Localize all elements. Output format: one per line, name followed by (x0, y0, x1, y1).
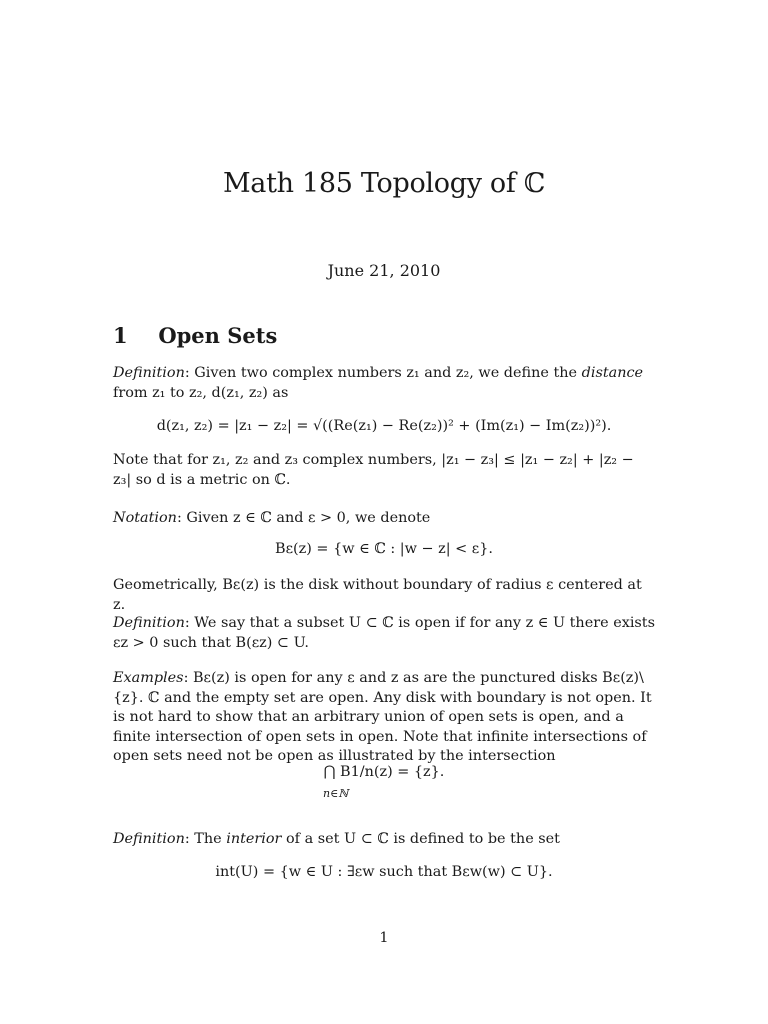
definition-text: : The (184, 831, 222, 847)
definition-label: Definition (113, 831, 185, 847)
section-heading (113, 323, 277, 348)
document-date: June 21, 2010 (327, 261, 441, 280)
intersection-index: n∈ℕ (323, 787, 349, 800)
definition-distance (113, 364, 656, 403)
definition-text: : Given two complex numbers z₁ and z₂, we define the (184, 365, 578, 381)
notation-text: : Given z ∈ ℂ and ε > 0, we denote (176, 510, 431, 526)
section-title: Open Sets (158, 323, 278, 348)
section-number: 1 (113, 323, 128, 348)
examples (113, 669, 656, 767)
notation-label: Notation (113, 510, 177, 526)
paragraph-metric: Note that for z₁, z₂ and z₃ complex numbers, |z₁ − z₃| ≤ |z₁ − z₂| + |z₂ − z₃| so d is a metric on ℂ. (113, 452, 634, 488)
definition-term: interior (226, 831, 282, 847)
definition-text: from z₁ to z₂, d(z₁, z₂) as (113, 384, 289, 401)
page-number: 1 (379, 930, 389, 946)
document-title: Math 185 Topology of ℂ (222, 168, 546, 199)
definition-term: distance (581, 365, 644, 381)
definition-label: Definition (113, 615, 185, 631)
notation (113, 509, 656, 529)
definition-interior (113, 830, 656, 850)
definition-text: of a set U ⊂ ℂ is defined to be the set (286, 831, 560, 847)
examples-label: Examples (113, 670, 184, 686)
definition-open (113, 614, 656, 653)
examples-text: : Bε(z) is open for any ε and z as are the punctured disks Bε(z)\{z}. ℂ and the empty set are open. Any disk with boundary is not open. It is not hard to show that an arbitrary union of open sets is open, and a finite intersection of open sets in open. Note that infinite intersections of open sets need not be open as illustrated by the intersection (113, 670, 652, 765)
definition-text: : We say that a subset U ⊂ ℂ is open if for any z ∈ U there exists εz > 0 such that B(εz) ⊂ U. (113, 615, 655, 651)
equation-ball: Bε(z) = {w ∈ ℂ : |w − z| < ε}. (275, 541, 493, 557)
definition-label: Definition (113, 365, 185, 381)
equation-intersection: ⋂ B1/n(z) = {z}. (323, 764, 445, 780)
paragraph-geometric: Geometrically, Bε(z) is the disk without boundary of radius ε centered at z. (113, 577, 642, 613)
equation-interior: int(U) = {w ∈ U : ∃εw such that Bεw(w) ⊂ U}. (215, 864, 553, 880)
equation-distance: d(z₁, z₂) = |z₁ − z₂| = √((Re(z₁) − Re(z₂))² + (Im(z₁) − Im(z₂))²). (156, 418, 612, 434)
